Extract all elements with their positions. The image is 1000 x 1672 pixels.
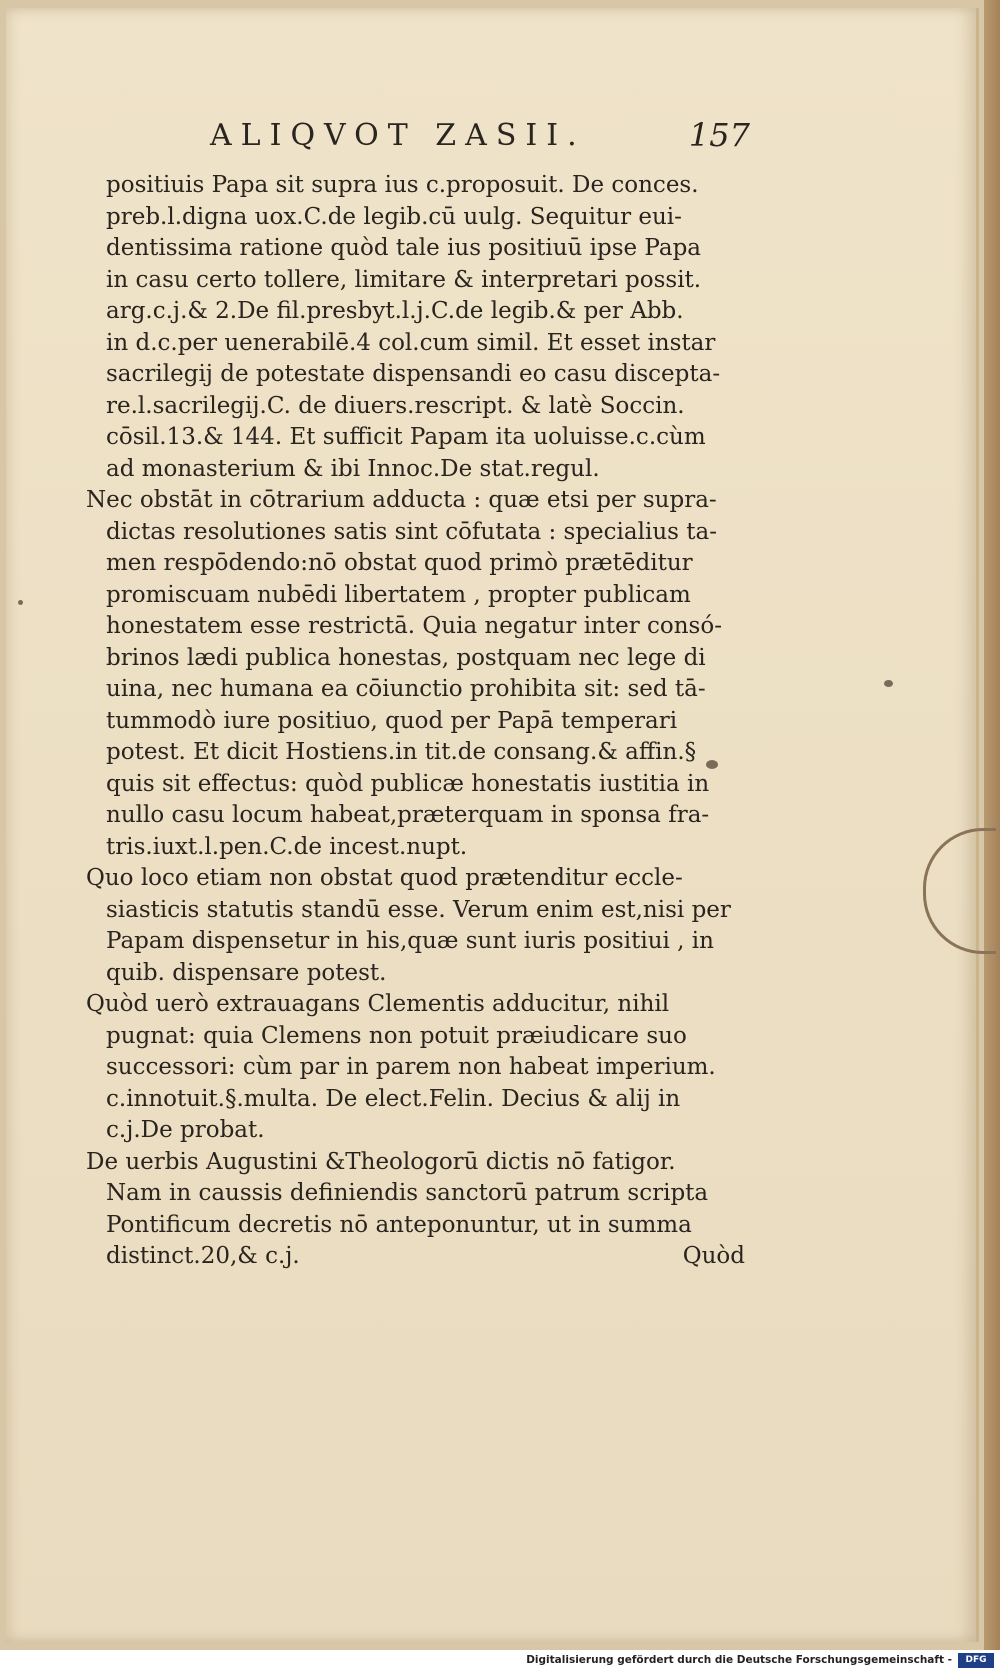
text-line: [86, 832, 751, 864]
text-line: [86, 1241, 751, 1273]
text-line: [86, 1021, 751, 1053]
text-line-content: tummodò iure positiuo, quod per Papā temperari: [106, 707, 678, 734]
text-line: [86, 926, 751, 958]
text-line-content: uina, nec humana ea cōiunctio prohibita sit: sed tā-: [106, 676, 706, 702]
text-line-content: Nec obstāt in cōtrarium adducta : quæ etsi per supra-: [86, 487, 717, 513]
text-line-content: arg.c.j.& 2.De fil.presbyt.l.j.C.de legib.& per Abb.: [106, 298, 684, 324]
text-line: [86, 1178, 751, 1210]
text-line-content: nullo casu locum habeat,præterquam in sponsa fra-: [106, 802, 710, 828]
text-line: [86, 674, 751, 706]
footer-bar: [0, 1650, 1000, 1672]
text-line-content: in casu certo tollere, limitare & interpretari possit.: [106, 266, 702, 293]
text-line-content: brinos lædi publica honestas, postquam nec lege di: [106, 644, 706, 671]
text-line-content: cōsil.13.& 144. Et sufficit Papam ita uoluisse.c.cùm: [106, 424, 706, 450]
text-line: [86, 391, 751, 423]
text-line: [86, 1115, 751, 1147]
text-line-content: dentissima ratione quòd tale ius positiuū ipse Papa: [106, 235, 702, 261]
text-line: [86, 580, 751, 612]
text-line-content: successori: cùm par in parem non habeat imperium.: [106, 1054, 716, 1080]
text-line: [86, 454, 751, 486]
text-line: [86, 863, 751, 895]
book-binding-edge: [984, 0, 1000, 1650]
text-line-content: quib. dispensare potest.: [106, 959, 387, 986]
text-line-content: preb.l.digna uox.C.de legib.cū uulg. Sequitur eui-: [106, 203, 682, 230]
text-line: [86, 517, 751, 549]
text-line-content: De uerbis Augustini &Theologorū dictis nō fatigor.: [86, 1148, 676, 1175]
paper-speck: [18, 600, 23, 605]
text-line: [86, 958, 751, 990]
catchword: Quòd: [682, 1243, 745, 1269]
body-text: [86, 170, 751, 1273]
text-line: [86, 737, 751, 769]
page-number: 157: [688, 116, 750, 154]
dfg-logo: DFG: [958, 1653, 994, 1668]
running-title: ALIQVOT ZASII.: [210, 118, 586, 153]
text-line-content: c.j.De probat.: [106, 1117, 265, 1143]
text-line: [86, 611, 751, 643]
text-line-content: quis sit effectus: quòd publicæ honestatis iustitia in: [106, 770, 710, 797]
text-line: [86, 1052, 751, 1084]
text-line: [86, 422, 751, 454]
text-line: [86, 265, 751, 297]
text-line-content: honestatem esse restrictā. Quia negatur inter consó-: [106, 613, 722, 639]
text-line-content: sacrilegij de potestate dispensandi eo casu discepta-: [106, 361, 721, 387]
page-header: [210, 118, 750, 158]
text-line-content: potest. Et dicit Hostiens.in tit.de consang.& affin.§: [106, 739, 697, 765]
text-line-content: Quo loco etiam non obstat quod prætenditur eccle-: [86, 865, 683, 891]
text-line-content: c.innotuit.§.multa. De elect.Felin. Decius & alij in: [106, 1085, 681, 1112]
text-line-content: re.l.sacrilegij.C. de diuers.rescript. & latè Soccin.: [106, 392, 685, 419]
text-line: [86, 989, 751, 1021]
text-line-content: distinct.20,& c.j.: [106, 1243, 300, 1269]
text-line: [86, 202, 751, 234]
text-line-content: Pontificum decretis nō anteponuntur, ut in summa: [106, 1211, 692, 1238]
text-line: [86, 359, 751, 391]
text-line: [86, 1084, 751, 1116]
text-line-content: pugnat: quia Clemens non potuit præiudicare suo: [106, 1022, 687, 1049]
text-line-content: dictas resolutiones satis sint cōfutata : specialius ta-: [106, 518, 717, 545]
text-line: [86, 328, 751, 360]
text-line-content: positiuis Papa sit supra ius c.proposuit. De conces.: [106, 172, 699, 198]
text-line-content: siasticis statutis standū esse. Verum enim est,nisi per: [106, 896, 731, 923]
paper-speck: [884, 680, 893, 687]
text-line: [86, 485, 751, 517]
text-line: [86, 1210, 751, 1242]
text-line-content: tris.iuxt.l.pen.C.de incest.nupt.: [106, 833, 468, 860]
text-line: [86, 548, 751, 580]
text-line: [86, 233, 751, 265]
text-line-content: ad monasterium & ibi Innoc.De stat.regul.: [106, 455, 600, 482]
text-line: [86, 296, 751, 328]
text-line-content: Papam dispensetur in his,quæ sunt iuris positiui , in: [106, 928, 714, 954]
text-line: [86, 1147, 751, 1179]
text-line: [86, 170, 751, 202]
text-line-content: promiscuam nubēdi libertatem , propter publicam: [106, 581, 691, 608]
text-line-content: Nam in caussis definiendis sanctorū patrum scripta: [106, 1180, 709, 1206]
text-line-content: in d.c.per uenerabilē.4 col.cum simil. Et esset instar: [106, 329, 716, 356]
text-line: [86, 769, 751, 801]
text-line: [86, 800, 751, 832]
text-line: [86, 643, 751, 675]
text-line-content: men respōdendo:nō obstat quod primò prætēditur: [106, 550, 693, 576]
text-line: [86, 895, 751, 927]
text-line-content: Quòd uerò extrauagans Clementis adducitur, nihil: [86, 991, 670, 1017]
digitization-credit: Digitalisierung gefördert durch die Deutsche Forschungsgemeinschaft -: [526, 1654, 952, 1666]
text-line: [86, 706, 751, 738]
